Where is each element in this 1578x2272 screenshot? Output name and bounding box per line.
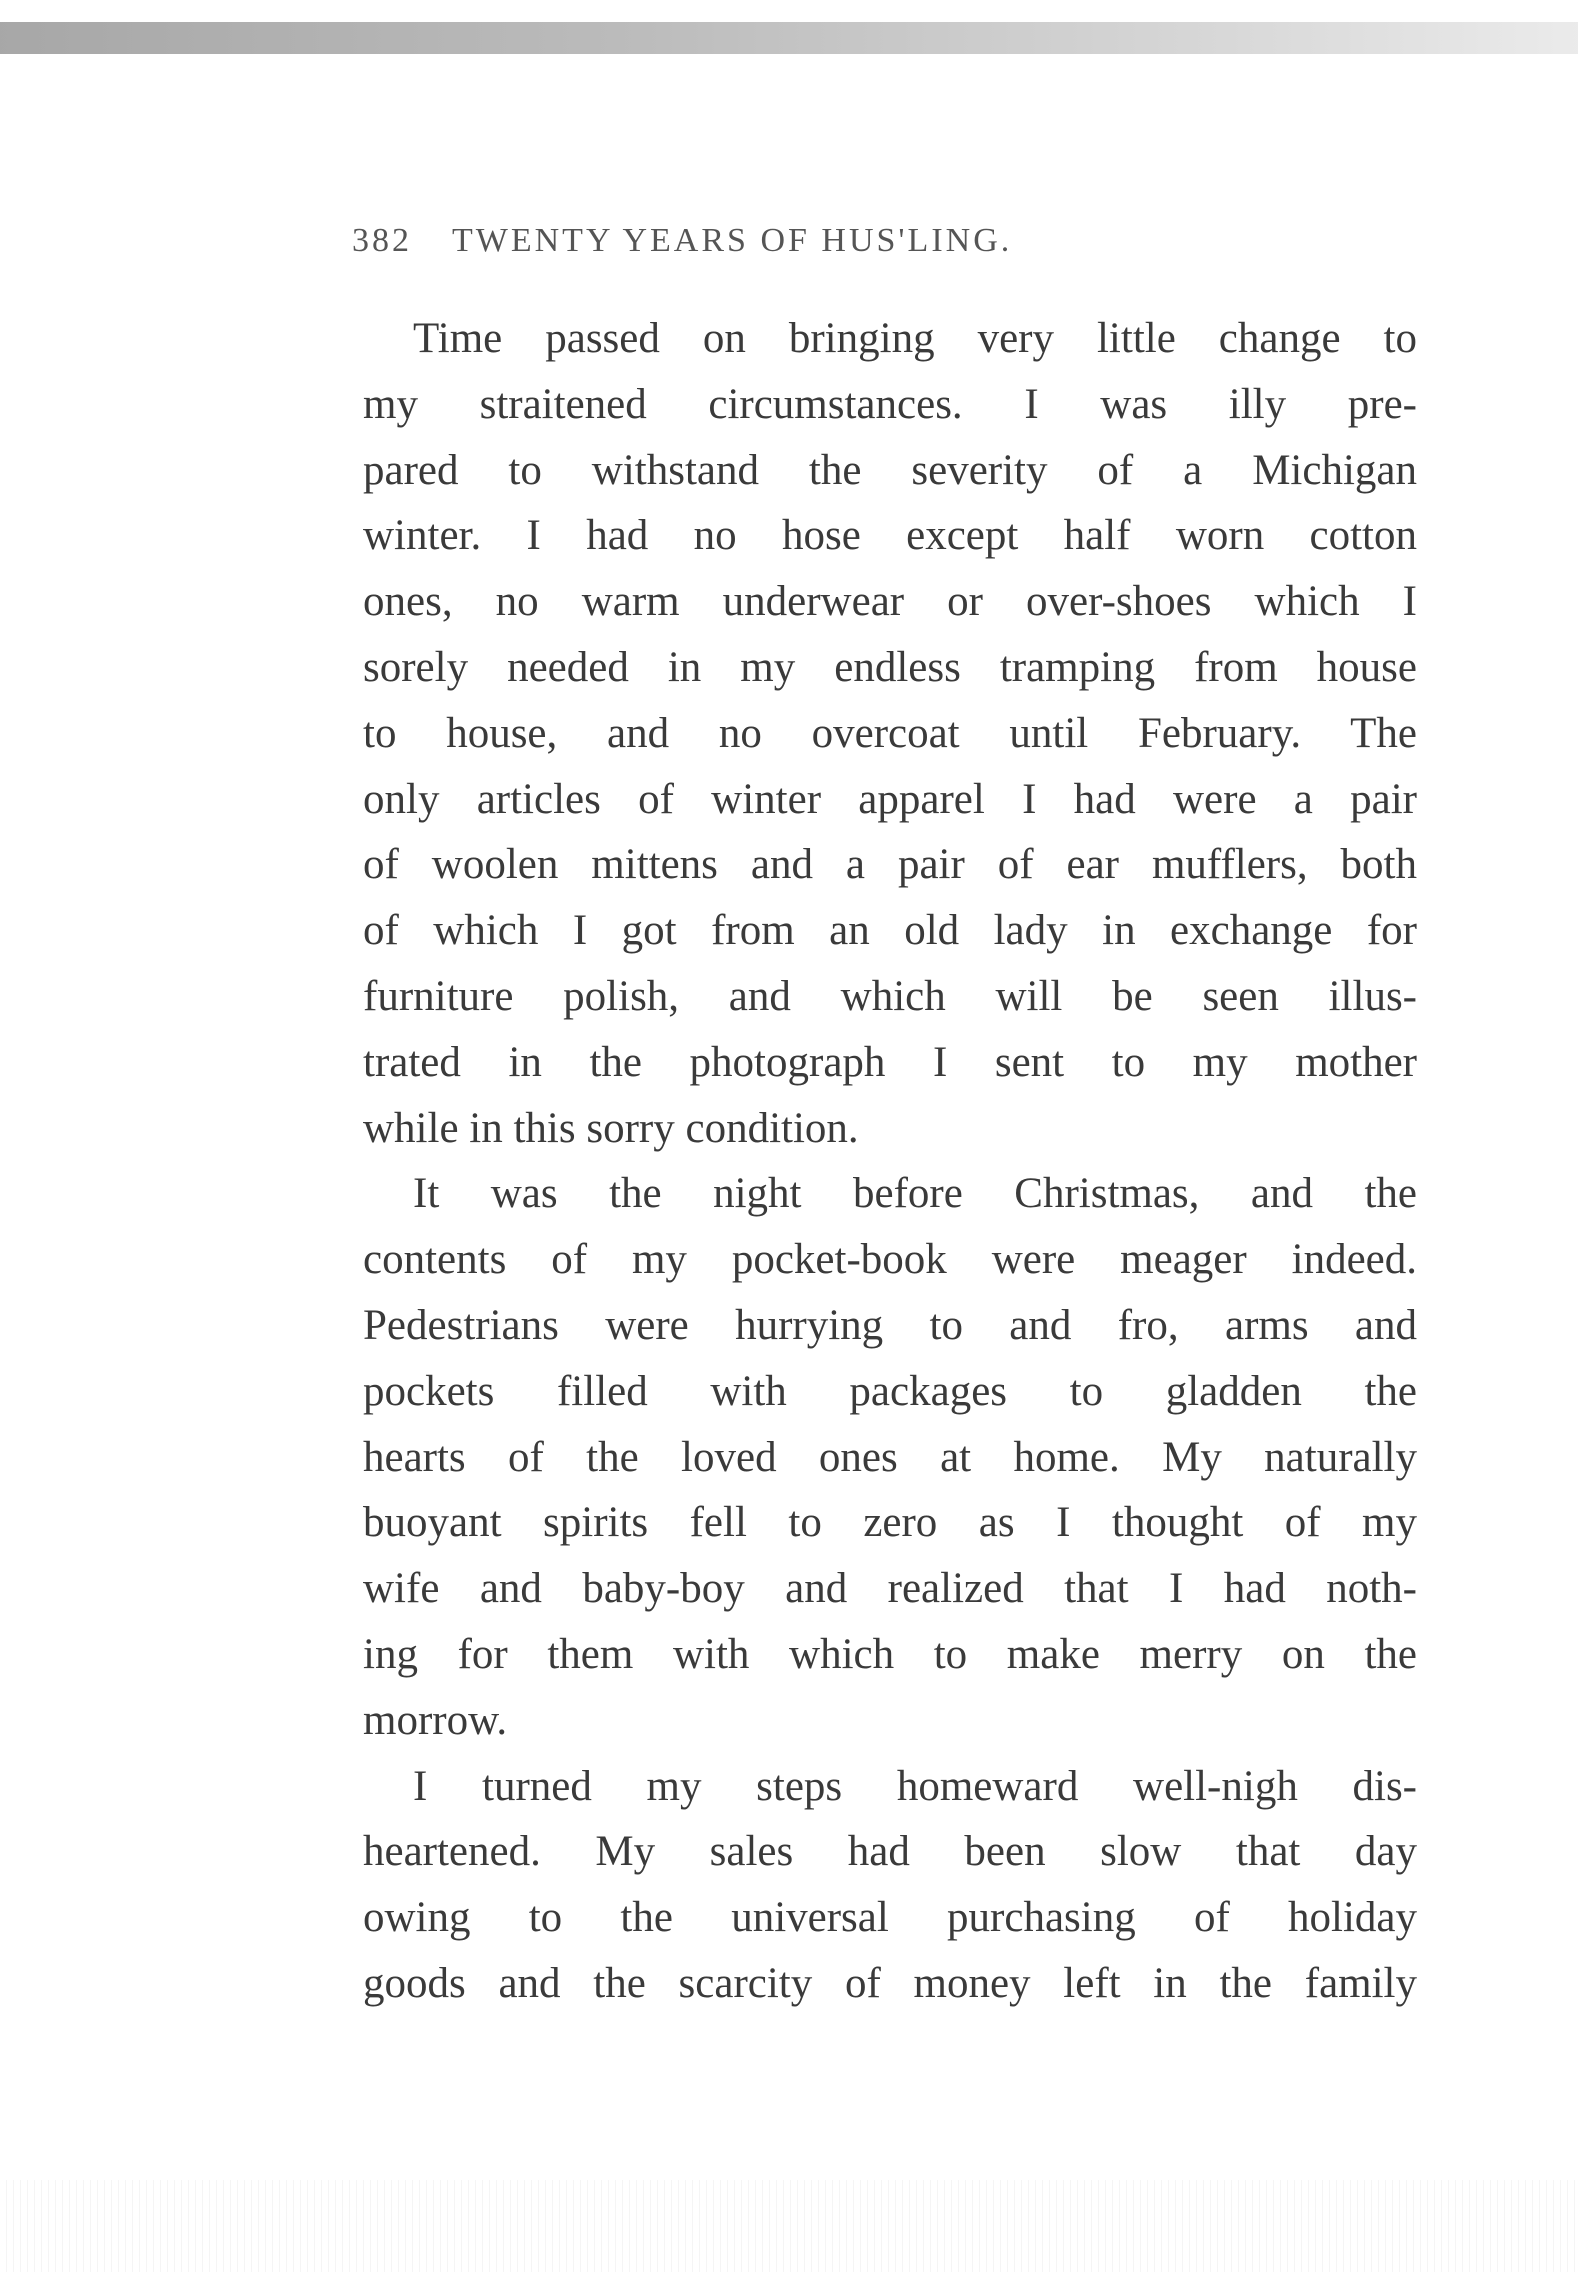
text-line: buoyant spirits fell to zero as I thought of my: [363, 1499, 1417, 1547]
text-line: while in this sorry condition.: [363, 1104, 859, 1152]
text-line: sorely needed in my endless tramping from house: [363, 643, 1417, 691]
text-line: owing to the universal purchasing of holiday: [363, 1894, 1417, 1942]
text-line: my straitened circumstances. I was illy pre-: [363, 380, 1417, 428]
text-line: wife and baby-boy and realized that I had noth-: [363, 1565, 1417, 1613]
text-line: hearts of the loved ones at home. My naturally: [363, 1433, 1417, 1481]
text-line: Pedestrians were hurrying to and fro, arms and: [363, 1301, 1417, 1349]
text-line: morrow.: [363, 1696, 508, 1744]
text-line: trated in the photograph I sent to my mother: [363, 1038, 1417, 1086]
text-line: only articles of winter apparel I had were a pair: [363, 775, 1417, 823]
text-line: Time passed on bringing very little change to: [413, 315, 1417, 362]
text-line: furniture polish, and which will be seen illus-: [363, 972, 1417, 1020]
text-line: ing for them with which to make merry on the: [363, 1630, 1417, 1678]
text-line: of which I got from an old lady in exchange for: [363, 907, 1417, 955]
scan-edge-shadow: [0, 22, 1578, 54]
text-line: goods and the scarcity of money left in the family: [363, 1959, 1417, 2007]
text-line: ones, no warm underwear or over-shoes which I: [363, 578, 1417, 626]
running-title: TWENTY YEARS OF HUS'LING.: [452, 222, 1013, 259]
text-line: I turned my steps homeward well-nigh dis-: [413, 1762, 1417, 1810]
text-line: winter. I had no hose except half worn cotton: [363, 512, 1417, 560]
page-header: [352, 222, 1412, 278]
page-number: 382: [352, 222, 412, 259]
scan-noise-bottom: [0, 2180, 1578, 2272]
text-line: of woolen mittens and a pair of ear mufflers, both: [363, 841, 1417, 889]
text-line: contents of my pocket-book were meager indeed.: [363, 1236, 1417, 1284]
text-line: pockets filled with packages to gladden the: [363, 1367, 1417, 1415]
text-line: heartened. My sales had been slow that day: [363, 1828, 1417, 1876]
page-body: [363, 306, 1417, 2017]
text-line: It was the night before Christmas, and the: [413, 1170, 1417, 1218]
text-line: to house, and no overcoat until February. The: [363, 709, 1417, 757]
text-line: pared to withstand the severity of a Michigan: [363, 446, 1417, 494]
